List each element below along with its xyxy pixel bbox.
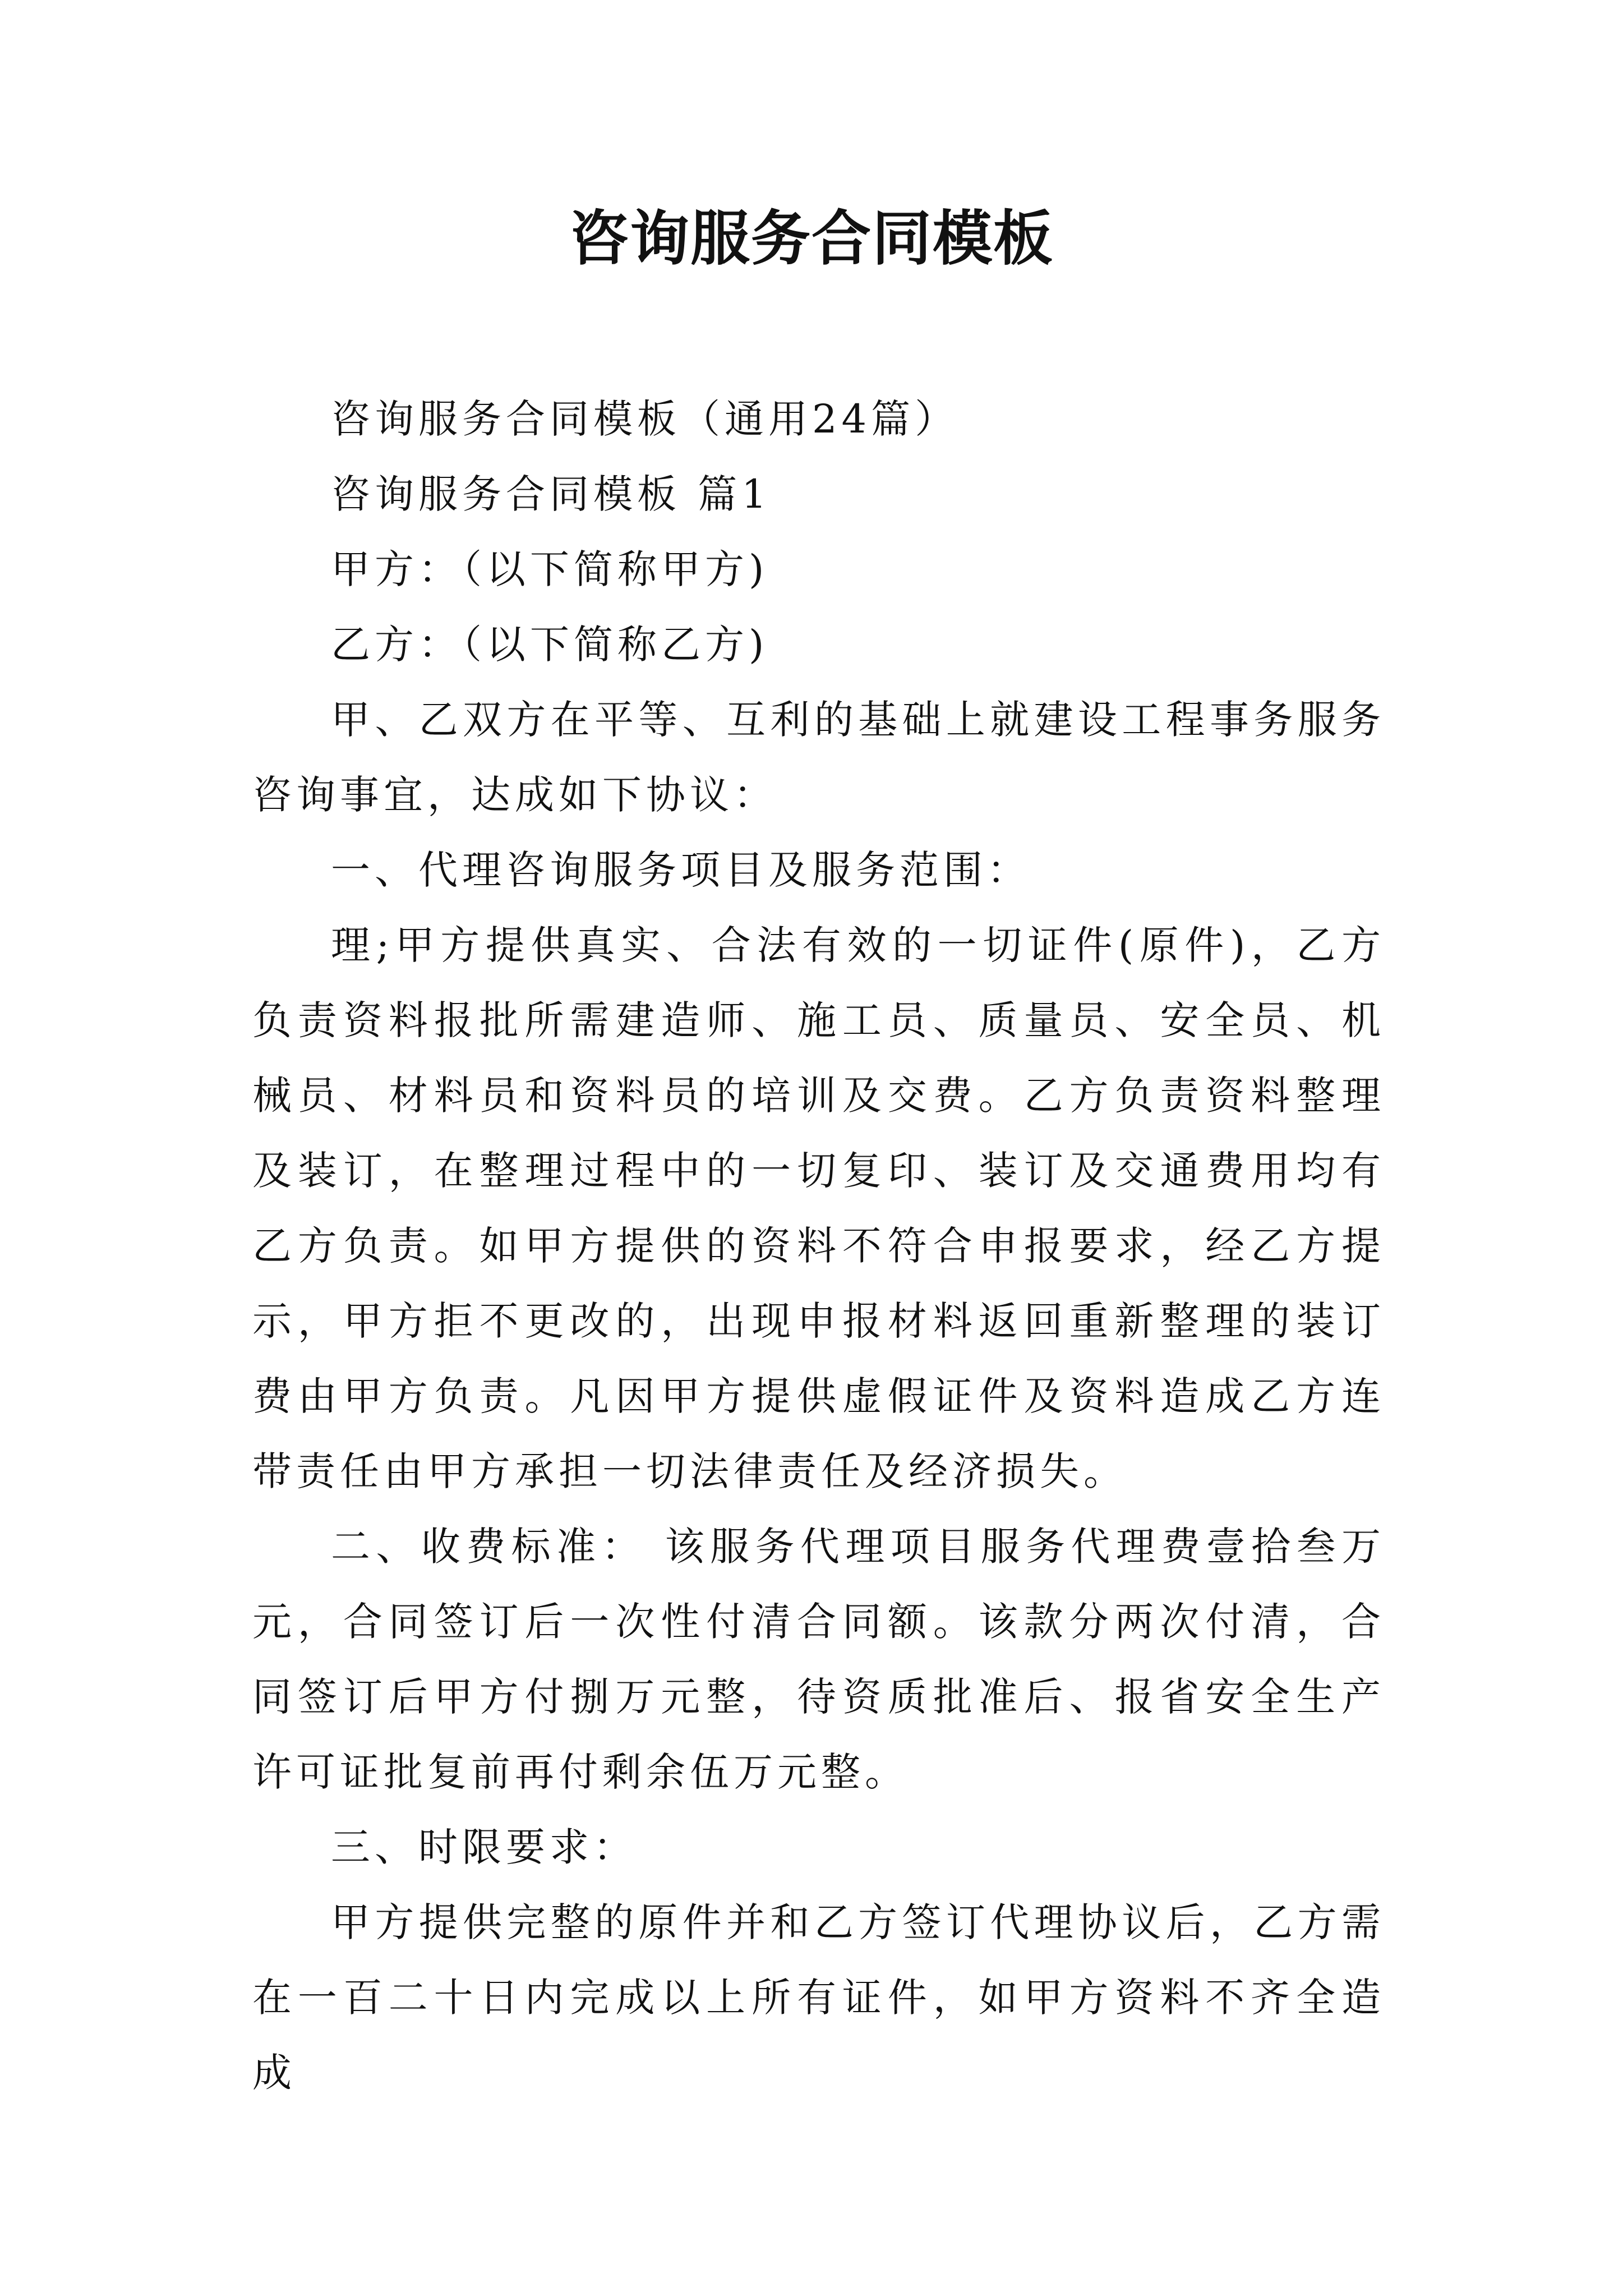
paragraph-party-b: 乙方：（以下简称乙方) bbox=[331, 622, 769, 668]
paragraph-clause-1-body: 理;甲方提供真实、合法有效的一切证件(原件)，乙方负责资料报批所需建造师、施工员、质量员、安全员、机械员、材料员和资料员的培训及交费。乙方负责资料整理及装订，在整理过程中的一切复印、装订及交通费用均有乙方负责。如甲方提供的资料不符合申报要求，经乙方提示，甲方拒不更改的，出现申报材料返回重新整理的装订费由甲方负责。凡因甲方提供虚假证件及资料造成乙方连带责任由甲方承担一切法律责任及经济损失。 bbox=[252, 922, 1385, 1494]
paragraph-clause-2: 二、收费标准： 该服务代理项目服务代理费壹拾叁万元，合同签订后一次性付清合同额。该款分两次付清，合同签订后甲方付捌万元整，待资质批准后、报省安全生产许可证批复前再付剩余伍万元整。 bbox=[252, 1524, 1385, 1795]
paragraph-section-heading: 咨询服务合同模板 篇1 bbox=[331, 471, 771, 517]
document-title: 咨询服务合同模板 bbox=[569, 203, 1054, 273]
paragraph-clause-3-body: 甲方提供完整的原件并和乙方签订代理协议后，乙方需在一百二十日内完成以上所有证件，如甲方资料不齐全造成 bbox=[252, 1899, 1385, 2096]
paragraph-agreement-intro: 甲、乙双方在平等、互利的基础上就建设工程事务服务咨询事宜，达成如下协议： bbox=[252, 697, 1385, 818]
paragraph-clause-3-heading: 三、时限要求： bbox=[331, 1824, 637, 1870]
document-body bbox=[252, 381, 1385, 2110]
paragraph-subtitle: 咨询服务合同模板（通用24篇） bbox=[331, 396, 959, 442]
paragraph-clause-1-heading: 一、代理咨询服务项目及服务范围： bbox=[331, 847, 1031, 893]
paragraph-party-a: 甲方：（以下简称甲方) bbox=[331, 546, 769, 592]
